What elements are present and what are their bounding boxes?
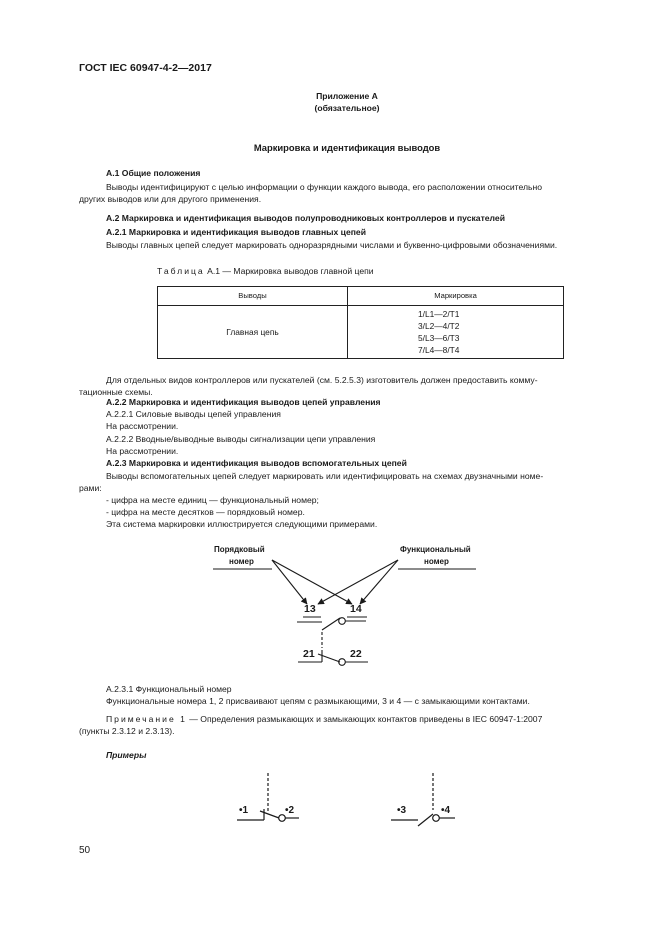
terminal-14: 14 [350,603,362,615]
marking-2: 3/L2—4/T2 [418,321,460,331]
no-terminal [433,815,440,822]
section-a21-heading: А.2.1 Маркировка и идентификация выводов главных цепей [106,227,366,237]
nc-terminal-1: •1 [239,805,249,816]
table-caption-text: А.1 — Маркировка выводов главной цепи [207,266,374,276]
label-serial-2: номер [229,557,254,566]
nc-terminal-2: •2 [285,805,295,816]
table-caption-label: Таблица [157,266,205,276]
section-a1-line1: Выводы идентифицируют с целью информации о функции каждого вывода, его расположении относительно [106,182,543,192]
note-line2: (пункты 2.3.12 и 2.3.13). [79,726,175,736]
bullet-units: - цифра на месте единиц — функциональный номер; [106,495,319,505]
bullet-tens: - цифра на месте десятков — порядковый номер. [106,507,305,517]
section-a23-heading: А.2.3 Маркировка и идентификация выводов вспомогательных цепей [106,458,407,468]
no-terminal-3: •3 [397,805,407,816]
page-number: 50 [79,845,91,856]
no-blade [418,814,433,826]
table-header-terminals: Выводы [158,287,348,306]
terminal-21: 21 [303,648,315,660]
table-cell-main-circuit: Главная цепь [158,306,348,359]
label-serial-1: Порядковый [214,545,265,554]
annex-title: Приложение А [316,91,378,101]
section-a21-text: Выводы главных цепей следует маркировать одноразрядными числами и буквенно-цифровыми обозначениями. [106,240,558,250]
terminal-22: 22 [350,648,362,660]
note-text: — Определения размыкающих и замыкающих контактов приведены в IEC 60947-1:2007 [186,714,543,724]
section-a221: А.2.2.1 Силовые выводы цепей управления [106,409,281,419]
section-a22-heading: А.2.2 Маркировка и идентификация выводов цепей управления [106,397,381,407]
annex-status: (обязательное) [314,103,380,113]
examples-title: Примеры [106,750,147,760]
nc-blade [260,811,279,818]
note-label: Примечание 1 [106,714,187,724]
section-a231-heading: А.2.3.1 Функциональный номер [106,684,232,694]
after-table-line2: тационные схемы. [79,387,153,397]
after-table-line1: Для отдельных видов контроллеров или пускателей (см. 5.2.5.3) изготовитель должен предоставить комму- [106,375,538,385]
section-a23-line2: рами: [79,483,102,493]
example-intro: Эта система маркировки иллюстрируется следующими примерами. [106,519,378,529]
label-func-1: Функциональный [400,545,471,554]
section-a1-line2: других выводов или для другого применения. [79,194,262,204]
section-a2-heading: А.2 Маркировка и идентификация выводов полупроводниковых контроллеров и пускателей [106,213,505,223]
marking-1: 1/L1—2/T1 [418,309,460,319]
marking-3: 5/L3—6/T3 [418,333,460,343]
section-a231-text: Функциональные номера 1, 2 присваивают цепям с размыкающими, 3 и 4 — с замыкающими контактами. [106,696,530,706]
section-a23-line1: Выводы вспомогательных цепей следует маркировать или идентифицировать на схемах двузначными номе- [106,471,544,481]
label-func-2: номер [424,557,449,566]
standard-header: ГОСТ IEC 60947-4-2—2017 [79,62,212,74]
marking-4: 7/L4—8/T4 [418,345,460,355]
table-header-marking: Маркировка [348,287,564,306]
section-a1-heading: А.1 Общие положения [106,168,201,178]
section-a222: А.2.2.2 Вводные/выводные выводы сигнализации цепи управления [106,434,376,444]
main-title: Маркировка и идентификация выводов [253,142,441,153]
no-terminal-4: •4 [441,805,451,816]
section-a221-status: На рассмотрении. [106,421,179,431]
terminal-13: 13 [304,603,316,615]
section-a222-status: На рассмотрении. [106,446,179,456]
